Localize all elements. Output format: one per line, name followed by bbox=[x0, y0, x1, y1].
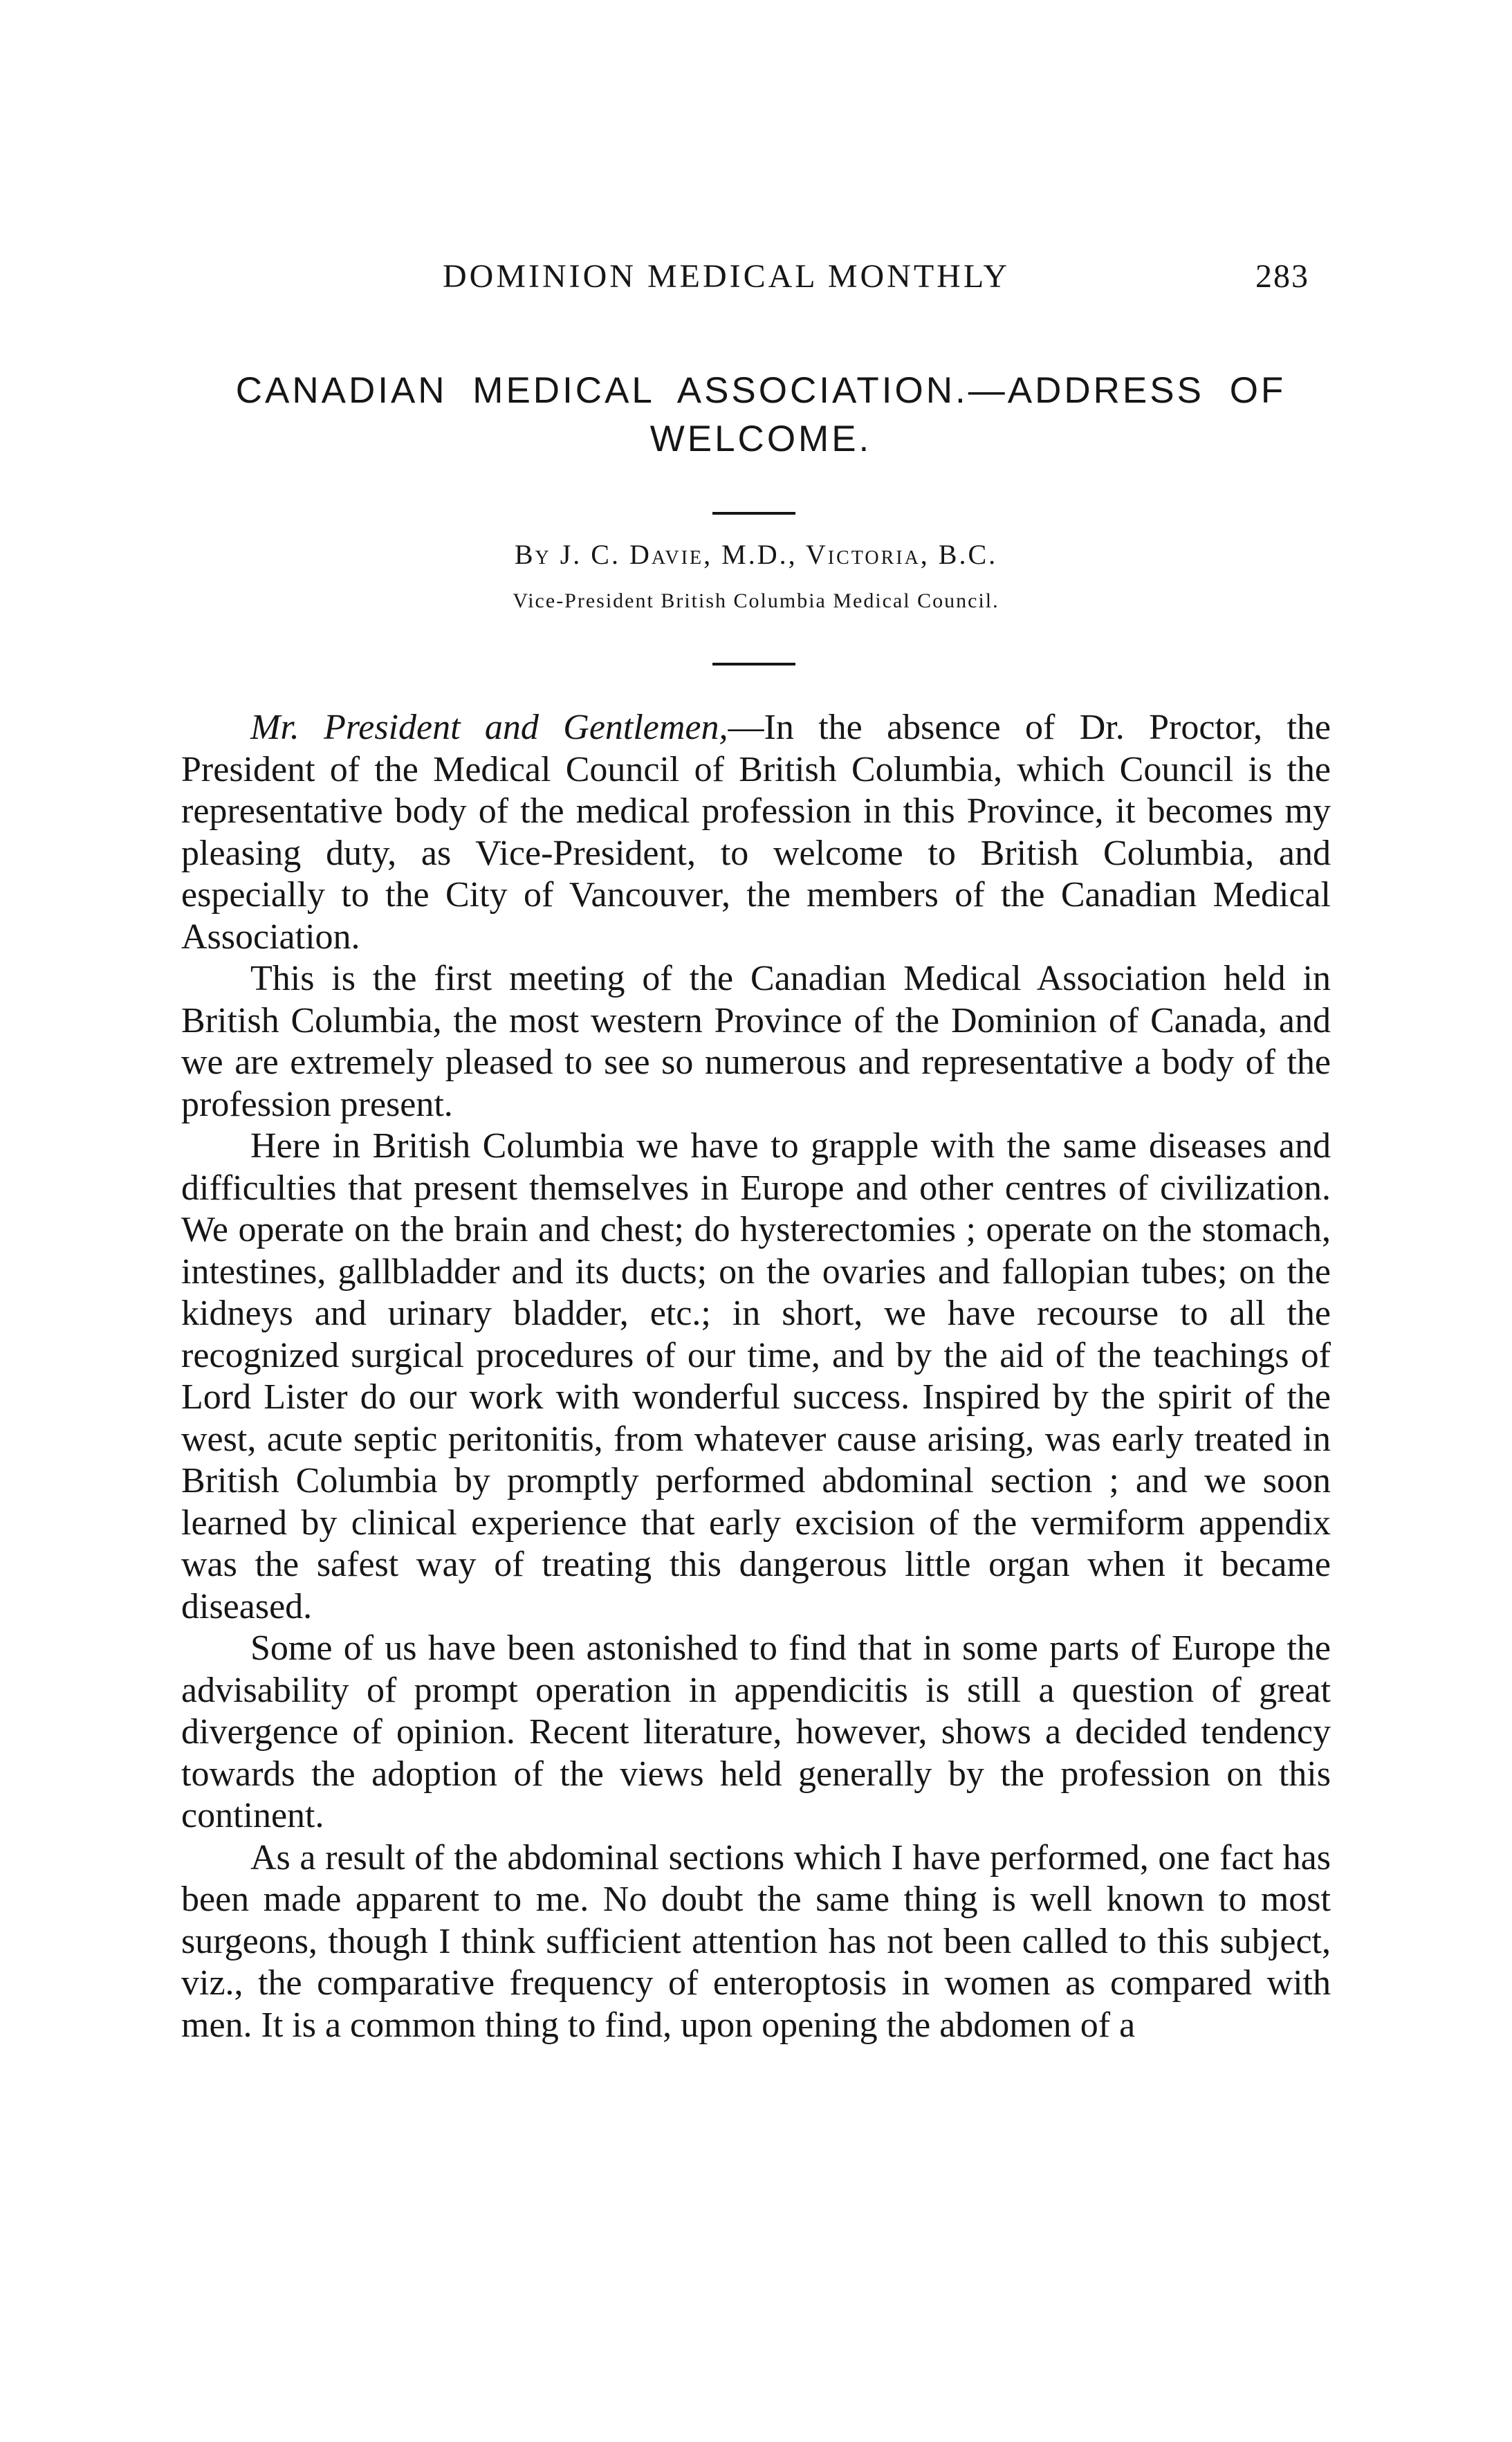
running-head bbox=[0, 257, 1512, 306]
body-paragraph: As a result of the abdominal sections which I have performed, one fact has been made apparent to me. No doubt the same thing is well known to most surgeons, though I think sufficient attention has not been called to this subject, viz., the comparative frequency of enteroptosis in women as compared with men. It is a common thing to find, upon opening the abdomen of a bbox=[181, 1837, 1331, 2045]
running-title: DOMINION MEDICAL MONTHLY bbox=[443, 258, 1011, 295]
byline-divider bbox=[712, 663, 795, 665]
author-byline: By J. C. Davie, M.D., Victoria, B.C. bbox=[514, 539, 998, 570]
title-divider bbox=[712, 512, 795, 515]
salutation: Mr. President and Gentlemen, bbox=[250, 708, 728, 747]
article-body bbox=[181, 707, 1331, 2046]
article-title: CANADIAN MEDICAL ASSOCIATION.—ADDRESS OF WELCOME. bbox=[235, 370, 1287, 459]
author-affiliation: Vice-President British Columbia Medical Council. bbox=[513, 589, 999, 612]
body-paragraph: Here in British Columbia we have to grapple with the same diseases and difficulties that present themselves in Europe and other centres of civilization. We operate on the brain and chest; do hysterectomies ; operate on the stomach, intestines, gallbladder and its ducts; on the ovaries and fallopian tubes; on the kidneys and urinary bladder, etc.; in short, we have recourse to all the recognized surgical procedures of our time, and by the aid of the teachings of Lord Lister do our work with wonderful success. Inspired by the spirit of the west, acute septic peritonitis, from whatever cause arising, was early treated in British Columbia by promptly performed abdominal section ; and we soon learned by clinical experience that early excision of the vermiform appendix was the safest way of treating this dangerous little organ when it became diseased. bbox=[181, 1126, 1331, 1626]
body-paragraph bbox=[181, 707, 1331, 958]
body-paragraph: Some of us have been astonished to find that in some parts of Europe the advisability of prompt operation in appendicitis is still a question of great divergence of opinion. Recent literature, however, shows a decided tendency towards the adoption of the views held generally by the profession on this continent. bbox=[181, 1628, 1331, 1835]
paragraph-text: —In the absence of Dr. Proctor, the President of the Medical Council of British Columbia, which Council is the representative body of the medical profession in this Province, it becomes my pleasing duty, as Vice-President, to welcome to British Columbia, and especially to the City of Vancouver, the members of the Canadian Medical Association. bbox=[181, 708, 1331, 957]
body-paragraph: This is the first meeting of the Canadian Medical Association held in British Columbia, the most western Province of the Dominion of Canada, and we are extremely pleased to see so numerous and representative a body of the profession present. bbox=[181, 959, 1331, 1124]
page-number: 283 bbox=[1255, 258, 1309, 295]
